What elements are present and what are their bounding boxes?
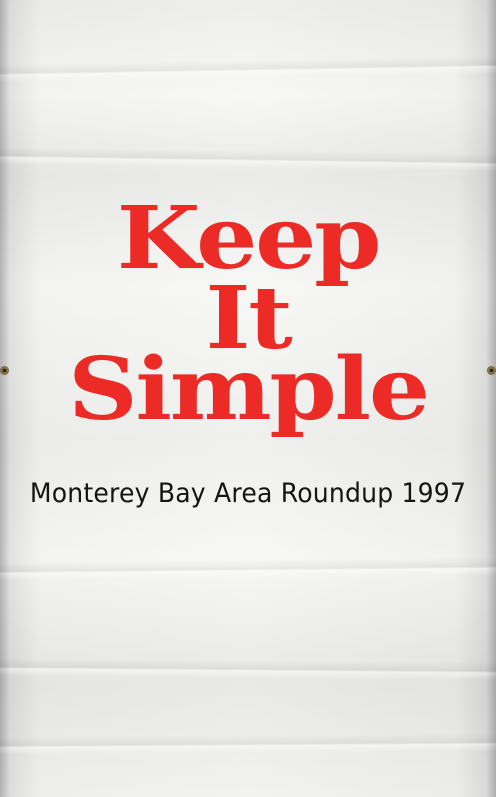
fabric-wrinkle — [0, 557, 496, 580]
event-subtitle: Monterey Bay Area Roundup 1997 — [29, 478, 467, 509]
fabric-wrinkle — [0, 733, 496, 754]
fabric-wrinkle — [0, 147, 496, 172]
headline-it: It — [205, 268, 291, 369]
headline-simple: Simple — [68, 339, 428, 440]
headline-keep: Keep — [116, 188, 380, 289]
fabric-wrinkle — [0, 56, 496, 83]
fabric-wrinkle — [0, 658, 496, 680]
